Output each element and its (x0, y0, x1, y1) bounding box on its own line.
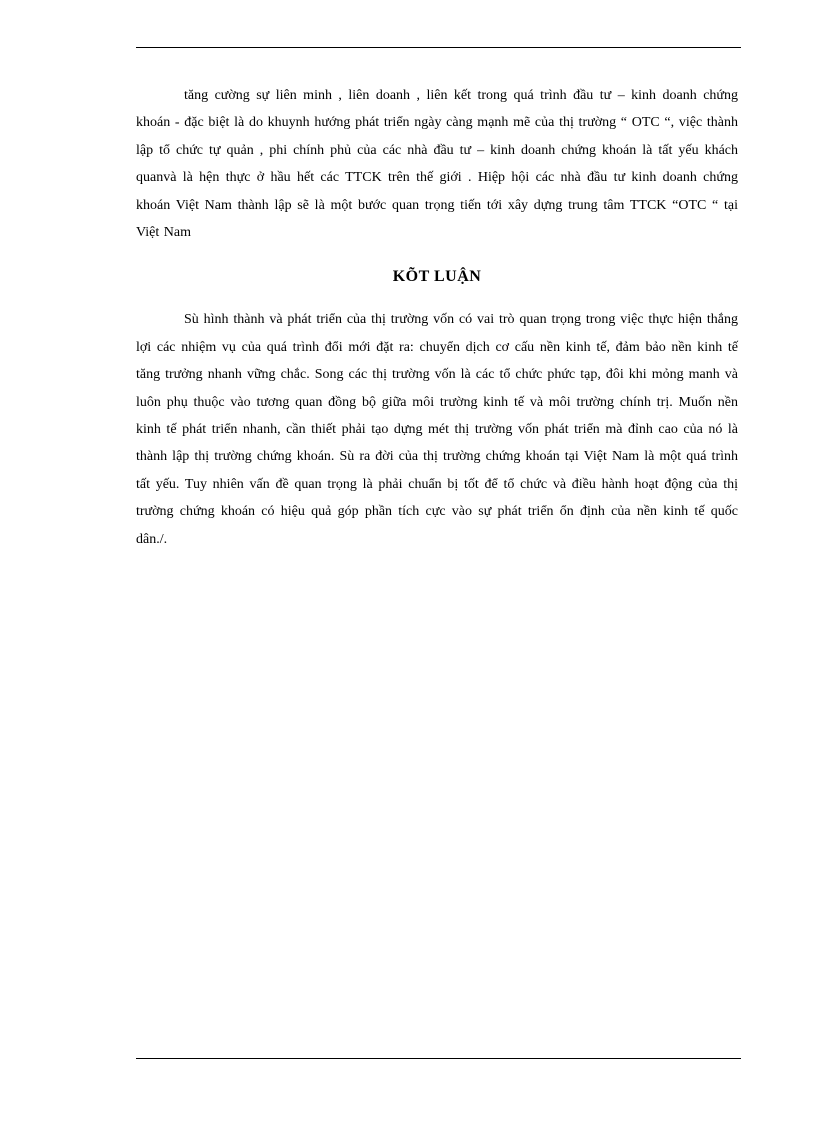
footer-rule (136, 1058, 741, 1059)
page-content (136, 82, 738, 553)
paragraph-conclusion: Sù hình thành và phát triển của thị trường vốn có vai trò quan trọng trong việc thực hiện thắng lợi các nhiệm vụ của quá trình đổi mới đặt ra: chuyển dịch cơ cấu nền kinh tế, đảm bảo nền kinh tế tăng trưởng nhanh vững chắc. Song các thị trường vốn là các tổ chức phức tạp, đôi khi mỏng manh và luôn phụ thuộc vào tương quan đồng bộ giữa môi trường kinh tế và môi trường chính trị. Muốn nền kinh tế phát triển nhanh, cần thiết phải tạo dựng mét thị trường vốn phát triển mà đỉnh cao của nó là thành lập thị trường chứng khoán. Sù ra đời của thị trường chứng khoán tại Việt Nam là một quá trình tất yếu. Tuy nhiên vấn đề quan trọng là phải chuẩn bị tốt để tổ chức và điều hành hoạt động của thị trường chứng khoán có hiệu quả góp phần tích cực vào sự phát triển ổn định của nền kinh tế quốc dân./. (136, 312, 738, 547)
section-heading: KÕT LUẬN (392, 268, 482, 286)
header-rule (136, 47, 741, 48)
paragraph-continuation: tăng cường sự liên minh , liên doanh , liên kết trong quá trình đầu tư – kinh doanh chứng khoán - đặc biệt là do khuynh hướng phát triển ngày càng mạnh mẽ của thị trường “ OTC “, việc thành lập tổ chức tự quản , phi chính phủ của các nhà đầu tư – kinh doanh chứng khoán là tất yếu khách quanvà là hện thực ở hầu hết các TTCK trên thế giới . Hiệp hội các nhà đầu tư kinh doanh chứng khoán Việt Nam thành lập sẽ là một bước quan trọng tiến tới xây dựng trung tâm TTCK “OTC “ tại Việt Nam (136, 88, 738, 241)
